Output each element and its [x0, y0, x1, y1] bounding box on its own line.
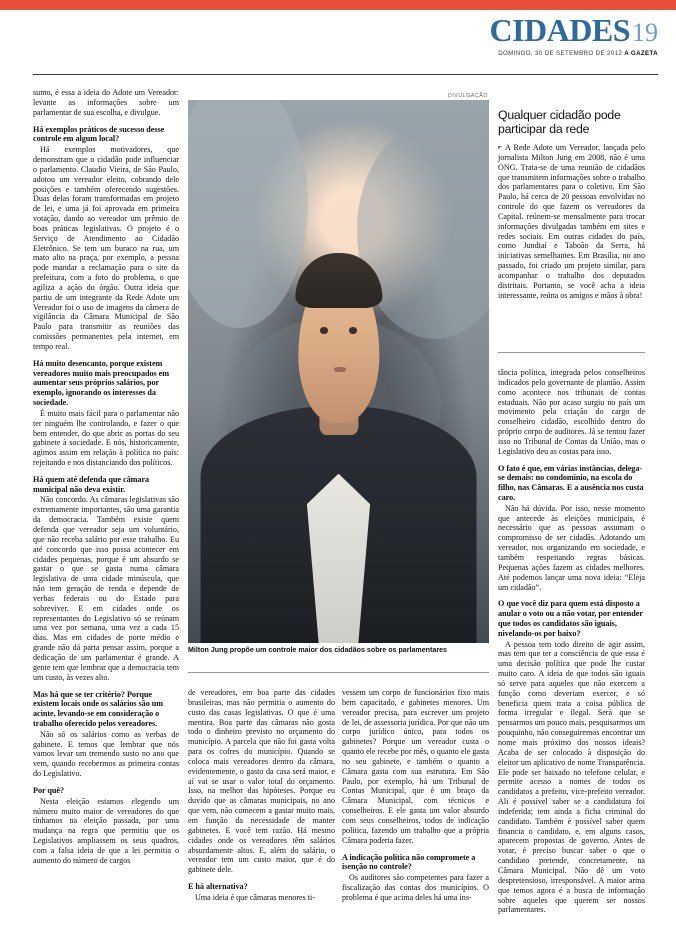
answer-5: Nesta eleição estamos elegendo um número muito maior de vereadores do que tínhamos na eleição passada, por uma mudança na regra que permitiu que os Legislativos ampliassem os seus quadros, com a falsa ideia de que a lei permitia o aumento do número de cargos [33, 796, 179, 865]
answer-8: Não há dúvida. Por isso, nesse momento que antecede às eleições municipais, é necessário que as pessoas assumam o compromisso de ser cidadãs. Adotando um vereador, nos organizando em sociedade, e também respeitando regras básicas. Pequenas ações fazem as cidades melhores. Até podemos lançar uma nova ideia: “Eleja um cidadão”. [498, 503, 645, 592]
answer-1: Há exemplos motivadores, que demonstram que o cidadão pode influenciar o parlamento. Claudio Vieira, de São Paulo, adotou um vereador eleito, cobrando dele posições e também oferecendo sugestões. Duas delas foram transformadas em projeto de lei, e uma já foi aprovada em primeira votação, dando ao vereador um prêmio de boas práticas legislativas. O projeto é o Serviço de Atendimento ao Cidadão Eletrônico. Se tem um buraco na rua, um mato alto na praça, por exemplo, a pessoa pode mandar a reclamação para o site da prefeitura, com a foto do problema, o que agiliza a ação do órgão. Outra ideia que partiu de um integrante da Rede Adote um Vereador foi o uso de imagens da câmera de vigilância da Câmara Municipal de São Paulo para transmitir as reuniões das comissões permanentes pela internet, em tempo real. [33, 145, 179, 351]
question-6: E há alternativa? [188, 882, 248, 892]
subject-hair [295, 253, 382, 308]
dateline-text: DOMINGO, 30 DE SETEMBRO DE 2012 [498, 50, 623, 57]
answer-3: Não concordo. As câmaras legislativas são extremamente importantes, são uma garantia da democracia. Também existe quem defenda que vereador seja um voluntário, que não receba salário por esse trabalho. Eu até concordo que isso possa acontecer em cidades pequenas, porque é um absurdo se gastar o que se gasta numa câmara legislativa de uma cidade minúscula, que não tem geração de renda e depende de verbas federais ou do Estado para sobreviver. E em cidades onde os representantes do Legislativo só se reúnam uma vez por semana, uma vez a cada 15 dias. Mas em cidades de porte médio e grande não dá parta pensar assim, porque a dedicação de um parlamentar é grande. A gente tem que lembrar que a democracia tem um custo, às vezes alto. [33, 495, 179, 682]
photo-image [188, 100, 489, 643]
answer-6: Uma ideia é que câmaras menores ti- [195, 892, 316, 902]
question-4: Mas há que se ter critério? Porque existem locais onde os salários são um acinte, levando-se em consideração o trabalho oferecido pelos vereadores. [33, 689, 164, 728]
article-column-4 [498, 368, 645, 915]
question-7: A indicação política não compromete a isenção no controle? [342, 852, 476, 872]
answer-9: A pessoa tem todo direito de agir assim, mas tem que ter a consciência de que essa é uma decisão política que pode lhe custar muito caro. A ideia de que todos são iguais só serve para aqueles que não exercem a função como deveriam exercer, e só beneficia quem trata a coisa pública de forma irregular e ilegal. Será que se pensarmos um pouco mais, pesquisarmos um pouquinho, não conseguiremos encontrar um nome mais próximo dos nossos ideais? Acaba de ser colocado à disposição do eleitor um aplicativo de nome Transparência. Ele pode ser baixado no telefone celular, e permite acesso a nomes de todos os candidatos a prefeito, vice-prefeito vereador. Ali é possível saber se a candidatura foi indeferida; tem ainda a ficha criminal do candidato. Também é possível saber quem financia o candidato, e, em alguns casos, aparecem propostas de governo. Antes de votar, é preciso buscar saber o que o candidato pretende, concretamente, na Câmara Municipal. Não dê um voto despretensioso, irresponsável. A maior arma que temos agora é a busca de informação sobre aqueles que querem ser nossos parlamentares. [498, 639, 645, 915]
infobox-text: A Rede Adote um Vereador, lançada pelo jornalista Milton Jung em 2008, não é uma ONG. Trata-se de uma reunião de cidadãos que transmitem informações sobre o trabalho dos parlamentares para o coletivo. Em São Paulo, há cerca de 20 pessoas envolvidas no controle do que fazem os vereadores da Capital. reúnem-se mensalmente para trocar informações divulgadas também em sites e redes sociais. Em outras cidades do país, como Jundiaí e Taboão da Serra, há iniciativas semelhantes. Em Brasília, no ano passado, foi criado um projeto similar, para acompanhar o trabalho dos deputados distritais. Portanto, se você acha a ideia interessante, reúna os amigos e mãos à obra! [498, 143, 645, 300]
infobox-paragraph [498, 143, 645, 301]
page-number: 19 [632, 18, 658, 47]
subject-eye-right [349, 327, 357, 333]
masthead [489, 14, 658, 57]
article-photo [188, 100, 489, 643]
masthead-divider [33, 74, 658, 75]
article-column-1 [33, 88, 179, 866]
question-1: Há exemplos práticos de sucesso desse controle em algum local? [33, 124, 165, 144]
page-top-accent-bar [0, 0, 676, 10]
question-9: O que você diz para quem está disposto a anular o voto ou a não votar, por entender que todos os candidatos são iguais, nivelando-os por baixo? [498, 599, 643, 638]
answer-2: É muito mais fácil para o parlamentar não ter ninguém lhe controlando, e fazer o que bem entender, do que abrir as portas do seu gabinete à sociedade. E nós, historicamente, agimos assim em relação à política no país: rejeitando e nos distanciando dos políticos. [33, 408, 179, 468]
photo-subject [188, 219, 489, 643]
article-column-2 [188, 688, 335, 903]
answer-5-continued: de vereadores, em boa parte das cidades brasileiras, mas não permitia o aumento do custo das casas legislativas. O que é uma mentira. Boa parte das câmaras não gosta todo o dinheiro previsto no orçamento do município. A parcela que não foi gasta volta para os cofres do município. Quando se coloca mais vereadores dentro da câmara, evidentemente, o gasto da casa será maior, e aí vai se usar o valor total do orçamento. Isso, na melhor das hipóteses. Porque eu duvido que as câmaras municipais, no ano que vem, não comecem a gastar muito mais, em função da necessidade de manter gabinetes. E você tem razão. Há mesmo cidades onde os vereadores têm salários absurdamente altos. E, além do salário, o vereador tem um custo maior, que é do gabinete dele. [188, 688, 335, 875]
question-8: O fato é que, em várias instâncias, delega-se demais: no condomínio, na escola do filho, nas Câmaras. E a ausência nos custa caro. [498, 463, 644, 502]
question-3: Há quem até defenda que câmara municipal não deva existir. [33, 474, 150, 494]
photo-credit: DIVULGAÇÃO [447, 93, 488, 99]
answer-4: Não só os salários como as verbas de gabinete. E temos que lembrar que nós vamos levar um tremendo susto no ano que vem, quando recebermos as primeira contas do Legislativo. [33, 729, 179, 779]
sidebar-infobox [498, 108, 645, 301]
subject-mouth [334, 367, 346, 372]
infobox-divider [498, 352, 645, 353]
lead-paragraph: sumo, é essa a ideia do Adote um Vereador: levante as informações sobre um parlamentar de sua escolha, e divulgue. [33, 88, 179, 117]
answer-6-continued: vessem um corpo de funcionários fixo mais bem capacitado, e gabinetes menores. Um vereador precisa, para escrever um projeto de lei, de assessoria jurídica. Por que não um corpo jurídico único, para todos os gabinetes? Porque um vereador custa o quanto ele recebe por mês, o quanto ele gasta no seu gabinete, e também o quanto a Câmara gasta com sua estrutura. Em São Paulo, por exemplo, há um Tribunal de Contas Municipal, que é um braço da Câmara Municipal, com técnicos e conselheiros. E ele gasta um valor absurdo com seus conselheiros, todos de indicação política, fazendo um trabalho que a própria Câmara poderia fazer. [342, 688, 489, 845]
section-title: CIDADES [489, 12, 630, 48]
answer-7: Os auditores são competentes para fazer a fiscalização das contas dos municípios. O problema é que acima deles há uma ins- [342, 873, 489, 902]
newspaper-brand: A GAZETA [624, 50, 658, 57]
question-2: Há muito desencanto, porque existem vereadores muito mais preocupados em aumentar seus próprios salários, por exemplo, ignorando os interesses da sociedade. [33, 358, 170, 408]
question-5: Por quê? [33, 785, 65, 795]
triangle-bullet-icon [498, 146, 502, 149]
photo-caption: Milton Jung propõe um controle maior dos cidadãos sobre os parlamentares [188, 646, 447, 654]
answer-7-continued: tância política, integrada pelos conselheiros indicados pelo governante de plantão. Assim como acontece nos tribunais de contas estaduais. Não por acaso surgiu no país um movimento pela criação do cargo de conselheiro cidadão, escolhido dentro do próprio corpo de auditores. Já se tentou fazer isso no Tribunal de Contas da União, mas o Legislativo deu as costas para isso. [498, 368, 645, 456]
caption-divider [188, 672, 489, 673]
infobox-title: Qualquer cidadão pode participar da rede [498, 108, 621, 136]
masthead-dateline [489, 51, 658, 57]
infobox-body [498, 143, 645, 301]
article-column-3 [342, 688, 489, 903]
